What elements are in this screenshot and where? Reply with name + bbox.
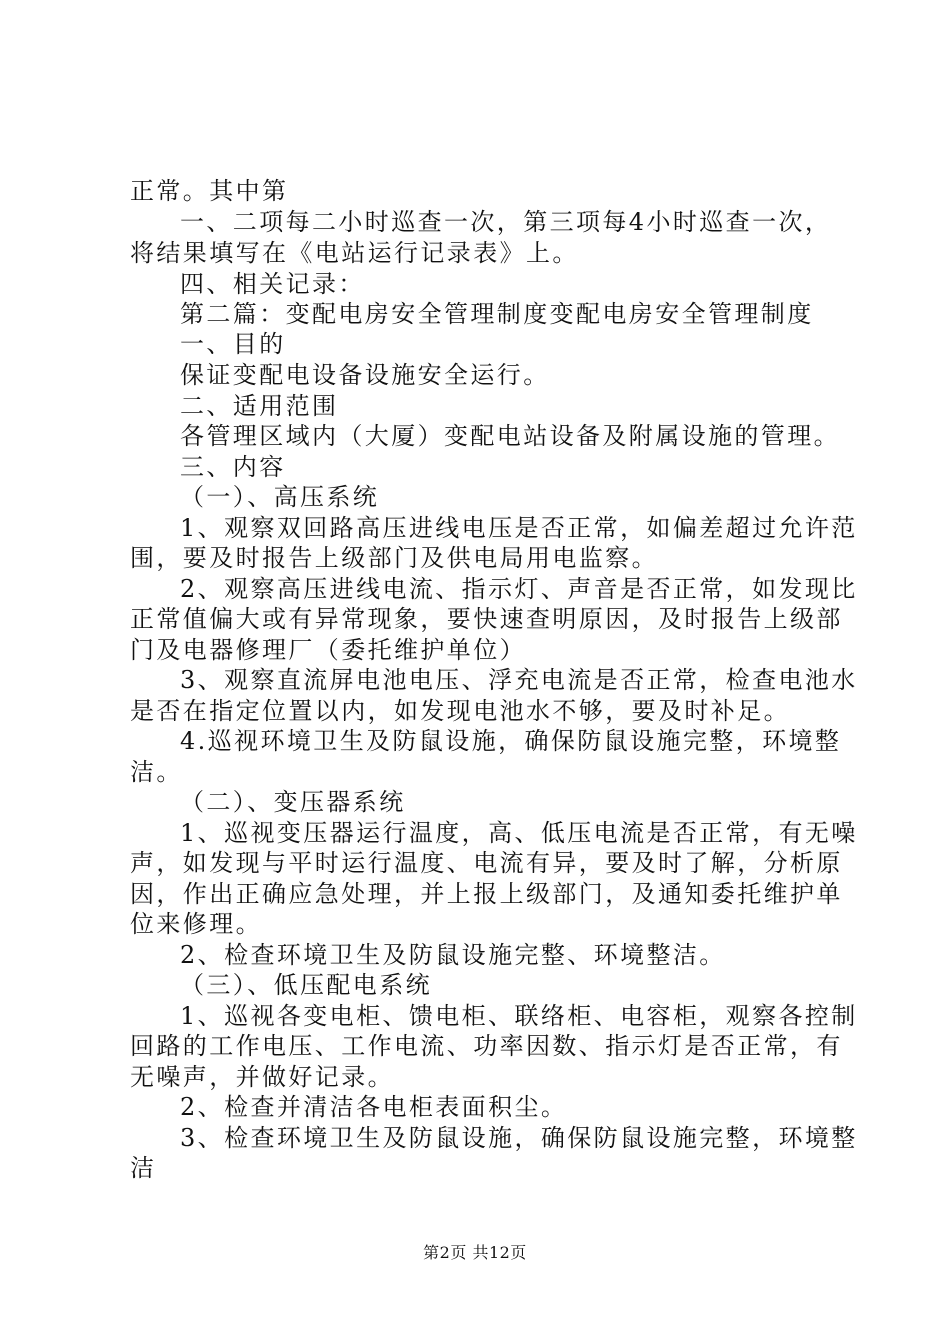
text-line: 回路的工作电压、工作电流、功率因数、指示灯是否正常，有	[130, 1032, 843, 1060]
text-line: 洁	[130, 1154, 157, 1182]
text-line: 3、检查环境卫生及防鼠设施，确保防鼠设施完整，环境整	[180, 1124, 858, 1152]
text-line: 4.巡视环境卫生及防鼠设施，确保防鼠设施完整，环境整	[180, 727, 842, 755]
text-line: 2、检查环境卫生及防鼠设施完整、环境整洁。	[180, 941, 726, 969]
text-line: 各管理区域内（大厦）变配电站设备及附属设施的管理。	[180, 422, 840, 450]
text-line: 1、巡视各变电柜、馈电柜、联络柜、电容柜，观察各控制	[180, 1002, 858, 1030]
text-line: 将结果填写在《电站运行记录表》上。	[130, 239, 579, 267]
text-line: 2、观察高压进线电流、指示灯、声音是否正常，如发现比	[180, 575, 858, 603]
text-line: 正常。其中第	[130, 177, 289, 205]
text-line: 一、二项每二小时巡查一次，第三项每4小时巡查一次，	[180, 208, 832, 236]
text-line: 2、检查并清洁各电柜表面积尘。	[180, 1093, 568, 1121]
text-line: 四、相关记录：	[180, 270, 365, 298]
text-line: 正常值偏大或有异常现象，要快速查明原因，及时报告上级部	[130, 605, 843, 633]
page-footer: 第2页 共12页	[423, 1243, 527, 1262]
text-line: 因，作出正确应急处理，并上报上级部门，及通知委托维护单	[130, 880, 843, 908]
text-line: 洁。	[130, 758, 183, 786]
text-line: 是否在指定位置以内，如发现电池水不够，要及时补足。	[130, 697, 790, 725]
text-line: 声，如发现与平时运行温度、电流有异，要及时了解，分析原	[130, 849, 843, 877]
text-line: （二）、变压器系统	[180, 788, 406, 816]
text-line: 一、目的	[180, 330, 286, 358]
text-line: 门及电器修理厂（委托维护单位）	[130, 636, 526, 664]
text-line: 第二篇：变配电房安全管理制度变配电房安全管理制度	[180, 300, 814, 328]
text-line: （一）、高压系统	[180, 483, 380, 511]
text-line: 三、内容	[180, 453, 286, 481]
text-line: 1、巡视变压器运行温度，高、低压电流是否正常，有无噪	[180, 819, 858, 847]
text-line: 围，要及时报告上级部门及供电局用电监察。	[130, 544, 658, 572]
text-line: 1、观察双回路高压进线电压是否正常，如偏差超过允许范	[180, 514, 858, 542]
text-line: 3、观察直流屏电池电压、浮充电流是否正常，检查电池水	[180, 666, 858, 694]
text-line: 无噪声，并做好记录。	[130, 1063, 394, 1091]
text-line: 二、适用范围	[180, 392, 339, 420]
text-line: 保证变配电设备设施安全运行。	[180, 361, 550, 389]
text-line: （三）、低压配电系统	[180, 971, 432, 999]
text-line: 位来修理。	[130, 910, 262, 938]
